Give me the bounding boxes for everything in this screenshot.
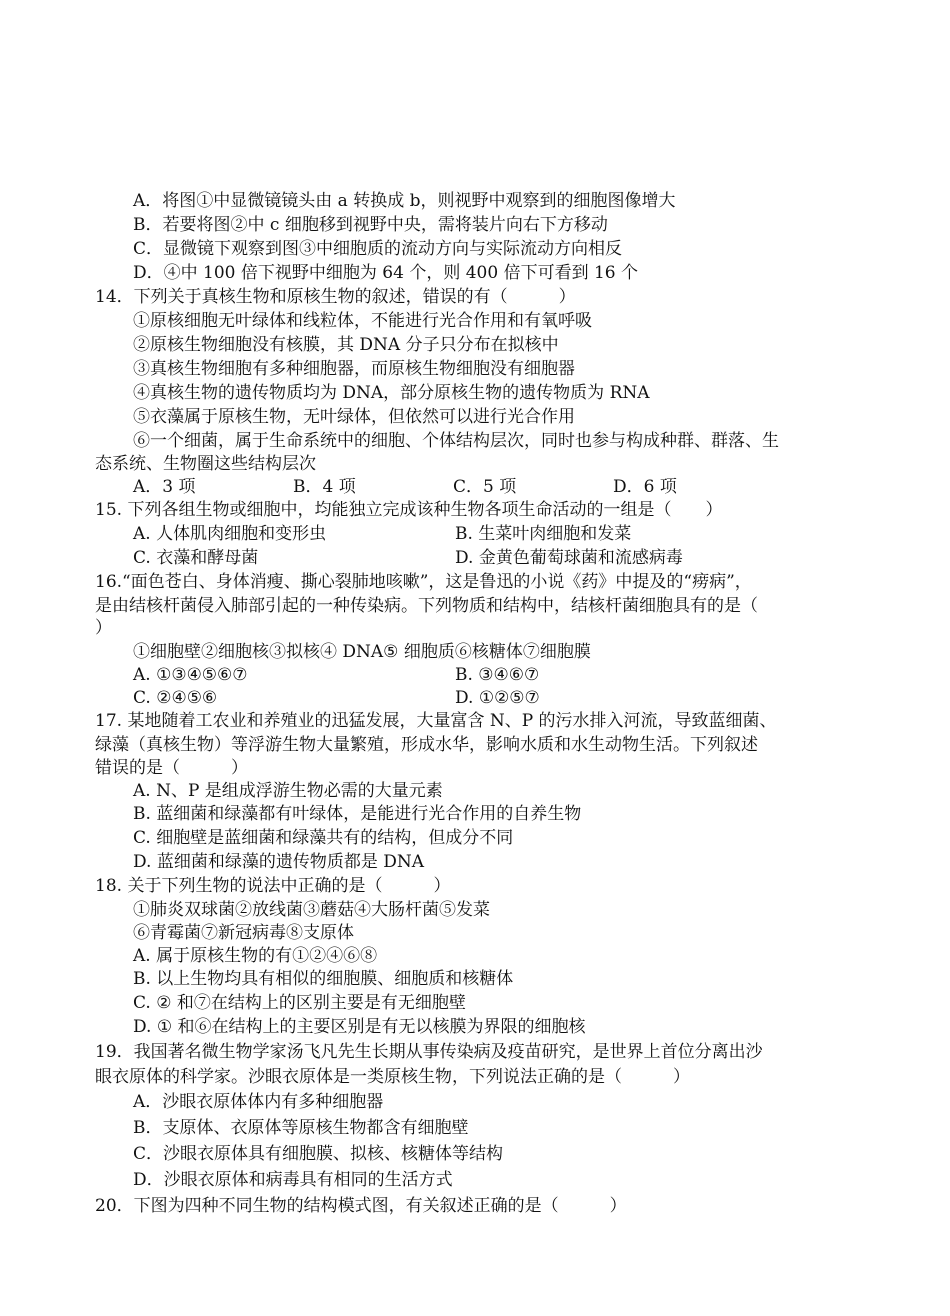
q16-option-d: D. ①②⑤⑦ — [455, 688, 540, 708]
q18-items-line-1: ①肺炎双球菌②放线菌③蘑菇④大肠杆菌⑤发菜 — [133, 900, 490, 920]
q14-item-1: ①原核细胞无叶绿体和线粒体，不能进行光合作用和有氧呼吸 — [133, 311, 592, 331]
q16-items: ①细胞壁②细胞核③拟核④ DNA⑤ 细胞质⑥核糖体⑦细胞膜 — [133, 642, 591, 662]
q17-stem-line-3: 错误的是（ ） — [95, 758, 248, 778]
q19-option-b: B．支原体、衣原体等原核生物都含有细胞壁 — [133, 1118, 469, 1138]
q17-option-d: D. 蓝细菌和绿藻的遗传物质都是 DNA — [133, 852, 425, 872]
q19-stem-line-2: 眼衣原体的科学家。沙眼衣原体是一类原核生物，下列说法正确的是（ ） — [95, 1067, 690, 1087]
q16-stem-line-3: ） — [95, 618, 112, 638]
q16-option-b: B. ③④⑥⑦ — [455, 665, 540, 685]
q16-stem-line-2: 是由结核杆菌侵入肺部引起的一种传染病。下列物质和结构中，结核杆菌细胞具有的是（ — [95, 596, 758, 616]
q14-option-d: D．6 项 — [613, 477, 677, 497]
q13-option-c: C．显微镜下观察到图③中细胞质的流动方向与实际流动方向相反 — [133, 239, 623, 259]
q13-option-a: A．将图①中显微镜镜头由 a 转换成 b，则视野中观察到的细胞图像增大 — [133, 191, 676, 211]
q17-stem-line-2: 绿藻（真核生物）等浮游生物大量繁殖，形成水华，影响水质和水生动物生活。下列叙述 — [95, 735, 758, 755]
q17-option-a: A. N、P 是组成浮游生物必需的大量元素 — [133, 781, 443, 801]
q14-item-2: ②原核生物细胞没有核膜，其 DNA 分子只分布在拟核中 — [133, 335, 559, 355]
q13-option-d: D．④中 100 倍下视野中细胞为 64 个，则 400 倍下可看到 16 个 — [133, 263, 639, 283]
q14-item-6-cont: 态系统、生物圈这些结构层次 — [95, 454, 316, 474]
q14-stem: 14．下列关于真核生物和原核生物的叙述，错误的有（ ） — [95, 287, 576, 307]
q16-option-a: A. ①③④⑤⑥⑦ — [133, 665, 248, 685]
q19-option-d: D．沙眼衣原体和病毒具有相同的生活方式 — [133, 1170, 453, 1190]
q15-option-c: C. 衣藻和酵母菌 — [133, 548, 259, 568]
q18-stem: 18. 关于下列生物的说法中正确的是（ ） — [95, 876, 451, 896]
q16-option-c: C. ②④⑤⑥ — [133, 688, 218, 708]
q14-option-a: A．3 项 — [133, 477, 196, 497]
q15-option-b: B. 生菜叶肉细胞和发菜 — [455, 524, 632, 544]
q16-stem-line-1: 16.“面色苍白、身体消瘦、撕心裂肺地咳嗽”，这是鲁迅的小说《药》中提及的“痨病”， — [95, 572, 752, 592]
q18-option-c: C. ② 和⑦在结构上的区别主要是有无细胞壁 — [133, 993, 466, 1013]
q14-item-5: ⑤衣藻属于原核生物，无叶绿体，但依然可以进行光合作用 — [133, 407, 575, 427]
q20-stem: 20．下图为四种不同生物的结构模式图，有关叙述正确的是（ ） — [95, 1196, 627, 1216]
q19-option-a: A．沙眼衣原体体内有多种细胞器 — [133, 1092, 384, 1112]
q17-option-c: C. 细胞壁是蓝细菌和绿藻共有的结构，但成分不同 — [133, 828, 514, 848]
q14-item-4: ④真核生物的遗传物质均为 DNA，部分原核生物的遗传物质为 RNA — [133, 383, 650, 403]
q15-stem: 15. 下列各组生物或细胞中，均能独立完成该种生物各项生命活动的一组是（ ） — [95, 500, 723, 520]
q14-option-b: B．4 项 — [293, 477, 356, 497]
q14-item-6: ⑥一个细菌，属于生命系统中的细胞、个体结构层次，同时也参与构成种群、群落、生 — [133, 431, 779, 451]
q18-option-a: A. 属于原核生物的有①②④⑥⑧ — [133, 946, 378, 966]
q15-option-d: D. 金黄色葡萄球菌和流感病毒 — [455, 548, 683, 568]
q19-stem-line-1: 19．我国著名微生物学家汤飞凡先生长期从事传染病及疫苗研究，是世界上首位分离出沙 — [95, 1042, 763, 1062]
q14-option-c: C．5 项 — [453, 477, 517, 497]
q18-items-line-2: ⑥青霉菌⑦新冠病毒⑧支原体 — [133, 923, 354, 943]
q17-option-b: B. 蓝细菌和绿藻都有叶绿体，是能进行光合作用的自养生物 — [133, 804, 582, 824]
q13-option-b: B．若要将图②中 c 细胞移到视野中央，需将装片向右下方移动 — [133, 215, 608, 235]
q14-item-3: ③真核生物细胞有多种细胞器，而原核生物细胞没有细胞器 — [133, 359, 575, 379]
q19-option-c: C．沙眼衣原体具有细胞膜、拟核、核糖体等结构 — [133, 1144, 504, 1164]
q18-option-b: B. 以上生物均具有相似的细胞膜、细胞质和核糖体 — [133, 969, 514, 989]
q18-option-d: D. ① 和⑥在结构上的主要区别是有无以核膜为界限的细胞核 — [133, 1017, 586, 1037]
q15-option-a: A. 人体肌肉细胞和变形虫 — [133, 524, 327, 544]
q17-stem-line-1: 17. 某地随着工农业和养殖业的迅猛发展，大量富含 N、P 的污水排入河流，导致蓝细菌、 — [95, 711, 777, 731]
q14-options — [133, 476, 853, 498]
